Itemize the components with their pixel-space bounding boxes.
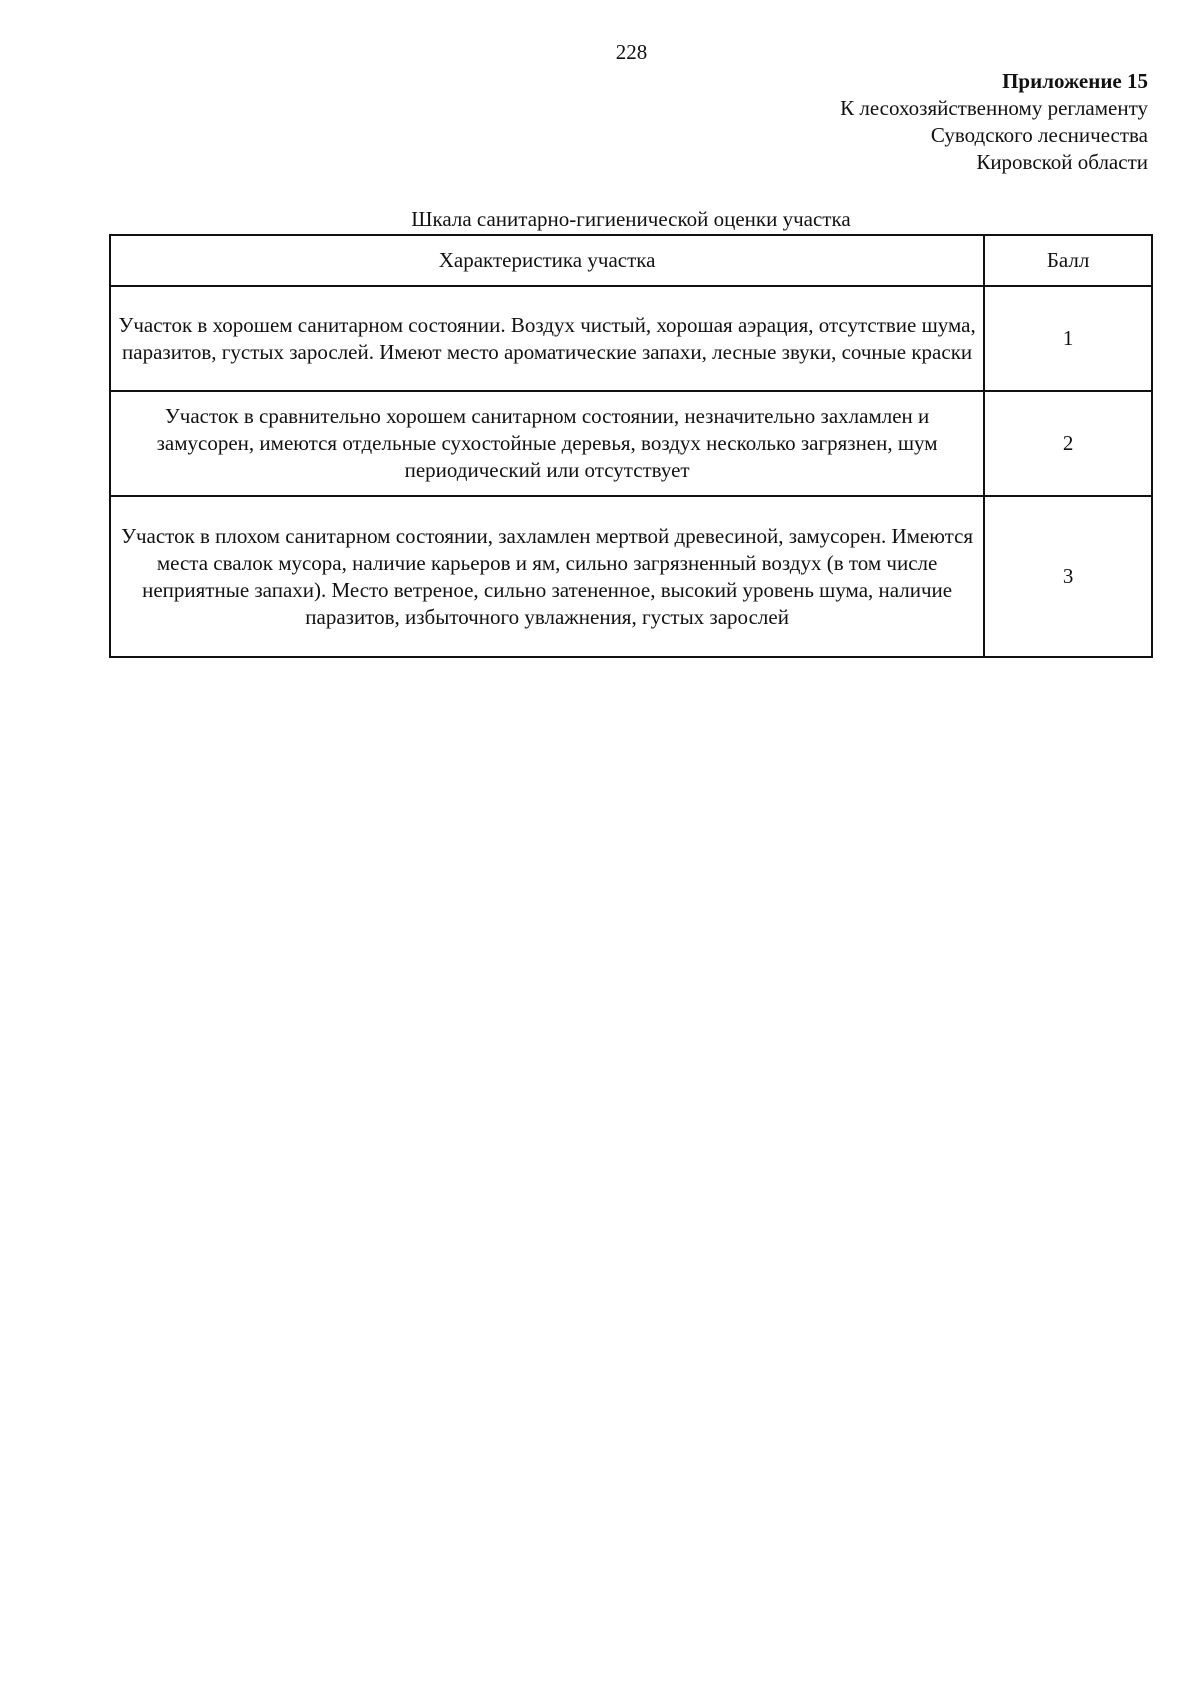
header-description: Характеристика участка — [110, 235, 984, 286]
row-score: 2 — [984, 391, 1152, 496]
row-description: Участок в плохом санитарном состоянии, захламлен мертвой древесиной, замусорен. Имеются места свалок мусора, наличие карьеров и ям, сильно загрязненный воздух (в том числе неприятные запахи). Место ветреное, сильно затененное, высокий уровень шума, наличие паразитов, избыточного увлажнения, густых зарослей — [110, 496, 984, 657]
table-row — [110, 391, 1152, 496]
row-score: 1 — [984, 286, 1152, 391]
table-title: Шкала санитарно-гигиенической оценки участка — [411, 207, 851, 231]
appendix-line-region: Кировской области — [976, 150, 1148, 174]
header-score: Балл — [984, 235, 1152, 286]
appendix-header — [840, 68, 1148, 176]
sanitary-score-table — [109, 234, 1153, 658]
table-header-row — [110, 235, 1152, 286]
appendix-line-regulation: К лесохозяйственному регламенту — [840, 96, 1148, 120]
table-row — [110, 286, 1152, 391]
row-score: 3 — [984, 496, 1152, 657]
table-row — [110, 496, 1152, 657]
appendix-title: Приложение 15 — [1002, 69, 1148, 93]
row-description: Участок в хорошем санитарном состоянии. Воздух чистый, хорошая аэрация, отсутствие шума, паразитов, густых зарослей. Имеют место ароматические запахи, лесные звуки, сочные краски — [110, 286, 984, 391]
row-description: Участок в сравнительно хорошем санитарном состоянии, незначительно захламлен и замусорен, имеются отдельные сухостойные деревья, воздух несколько загрязнен, шум периодический или отсутствует — [110, 391, 984, 496]
appendix-line-forestry: Суводского лесничества — [930, 123, 1148, 147]
page-number: 228 — [615, 40, 648, 64]
